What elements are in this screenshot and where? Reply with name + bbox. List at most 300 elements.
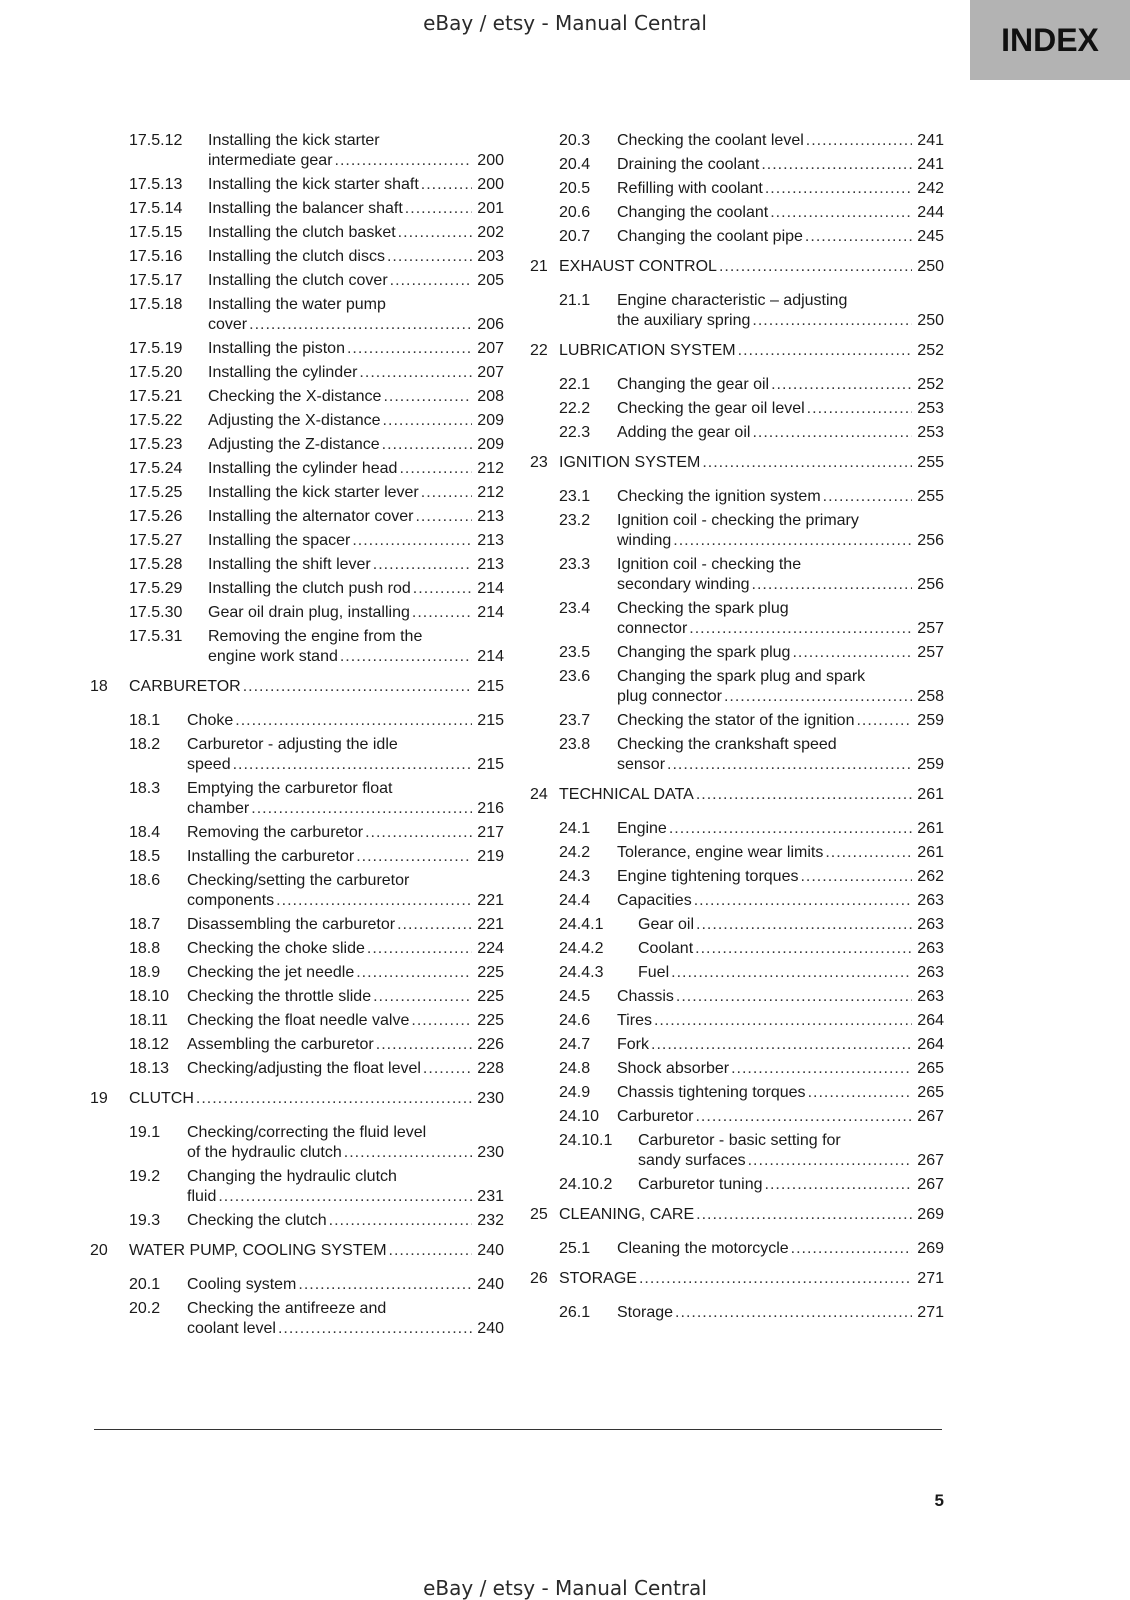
toc-entry[interactable] [530,375,944,395]
toc-entry[interactable] [530,819,944,839]
toc-chapter[interactable] [530,1205,944,1225]
toc-entry-number: 20.5 [559,180,591,197]
toc-leader-dots [399,459,472,479]
toc-entry[interactable] [530,1239,944,1259]
toc-entry[interactable] [530,1131,944,1171]
toc-page-number: 253 [917,400,944,417]
toc-leader-dots [702,453,912,473]
toc-entry[interactable] [90,199,504,219]
toc-page-number: 256 [917,532,944,549]
toc-entry-number: 18.2 [129,736,161,753]
toc-page-number: 201 [477,200,504,217]
toc-entry[interactable] [530,1035,944,1055]
toc-page-number: 252 [917,342,944,359]
toc-leader-dots [673,531,912,551]
toc-page-number: 212 [477,460,504,477]
toc-leader-dots [412,603,472,623]
toc-entry-number: 18.3 [129,780,161,797]
toc-entry-number: 20.1 [129,1276,161,1293]
toc-entry-title: Installing the piston [208,340,345,357]
toc-entry[interactable] [530,511,944,551]
toc-entry-title: Adding the gear oil [617,424,751,441]
toc-page-number: 267 [917,1176,944,1193]
toc-entry-number: 17.5.12 [129,132,183,149]
toc-entry-number: 20.4 [559,156,591,173]
toc-leader-dots [807,399,912,419]
toc-entry[interactable] [90,963,504,983]
index-tab[interactable]: INDEX [970,0,1130,80]
toc-page-number: 219 [477,848,504,865]
toc-entry-number: 17.5.30 [129,604,183,621]
toc-entry-title: Checking the crankshaft speed [617,736,837,753]
toc-entry-title: Installing the cylinder head [208,460,398,477]
toc-leader-dots [359,363,472,383]
toc-entry-number: 17.5.23 [129,436,183,453]
toc-entry[interactable] [530,891,944,911]
toc-entry-title: cover [208,316,248,333]
toc-entry-number: 23.7 [559,712,591,729]
toc-entry[interactable] [530,939,944,959]
toc-entry-number: 20.7 [559,228,591,245]
toc-entry-title: Changing the coolant pipe [617,228,803,245]
toc-entry-number: 24.2 [559,844,591,861]
toc-entry-title: Checking/correcting the fluid level [187,1124,427,1141]
toc-entry-number: 23.1 [559,488,591,505]
toc-entry[interactable] [90,711,504,731]
toc-entry-title: Changing the gear oil [617,376,770,393]
toc-entry[interactable] [90,175,504,195]
toc-entry-number: 24.7 [559,1036,591,1053]
toc-entry[interactable] [530,735,944,775]
toc-entry[interactable] [530,203,944,223]
toc-entry[interactable] [90,459,504,479]
toc-page-number: 231 [477,1188,504,1205]
toc-page-number: 241 [917,156,944,173]
toc-entry-title: Changing the coolant [617,204,769,221]
toc-leader-dots [352,531,472,551]
toc-entry[interactable] [530,423,944,443]
toc-entry[interactable] [90,1299,504,1339]
toc-entry-number: 18.1 [129,712,161,729]
toc-entry-number: 24.4 [559,892,591,909]
toc-entry-title: components [187,892,275,909]
toc-entry[interactable] [90,847,504,867]
toc-page-number: 230 [477,1144,504,1161]
toc-entry-number: 21.1 [559,292,591,309]
toc-leader-dots [748,1151,912,1171]
toc-entry[interactable] [90,1059,504,1079]
toc-page-number: 212 [477,484,504,501]
toc-entry-title: CLEANING, CARE [559,1206,695,1223]
toc-entry-number: 18.9 [129,964,161,981]
toc-entry-title: EXHAUST CONTROL [559,258,717,275]
toc-leader-dots [856,711,912,731]
toc-entry-title: Checking the ignition system [617,488,821,505]
toc-entry-title: Storage [617,1304,674,1321]
toc-entry[interactable] [530,227,944,247]
toc-entry-title: Installing the kick starter lever [208,484,419,501]
toc-page-number: 269 [917,1206,944,1223]
toc-chapter[interactable] [530,453,944,473]
toc-page-number: 215 [477,678,504,695]
toc-leader-dots [196,1089,472,1109]
toc-entry-number: 17.5.17 [129,272,183,289]
toc-page-number: 271 [917,1304,944,1321]
toc-leader-dots [689,619,912,639]
toc-entry-title: Ignition coil - checking the primary [617,512,859,529]
toc-leader-dots [249,315,472,335]
toc-entry-title: Checking the float needle valve [187,1012,410,1029]
toc-entry[interactable] [530,643,944,663]
toc-page-number: 217 [477,824,504,841]
toc-entry-title: Installing the balancer shaft [208,200,403,217]
toc-entry-number: 23.3 [559,556,591,573]
toc-entry[interactable] [90,1211,504,1231]
toc-leader-dots [738,341,912,361]
toc-entry-title: Emptying the carburetor float [187,780,393,797]
toc-entry-number: 19.2 [129,1168,161,1185]
toc-entry[interactable] [530,1107,944,1127]
toc-entry[interactable] [530,291,944,331]
toc-entry-title: sandy surfaces [638,1152,746,1169]
toc-entry-title: Installing the clutch basket [208,224,396,241]
toc-page-number: 271 [917,1270,944,1287]
toc-entry-number: 18.10 [129,988,170,1005]
toc-entry-title: Engine characteristic – adjusting [617,292,848,309]
toc-column-left [90,131,504,1343]
toc-entry-title: CARBURETOR [129,678,241,695]
toc-entry-title: connector [617,620,688,637]
toc-leader-dots [719,257,912,277]
toc-entry[interactable] [90,411,504,431]
toc-entry[interactable] [530,867,944,887]
toc-entry[interactable] [90,915,504,935]
toc-page-number: 221 [477,892,504,909]
toc-entry[interactable] [530,599,944,639]
toc-entry-number: 17.5.14 [129,200,183,217]
toc-entry[interactable] [90,339,504,359]
toc-leader-dots [243,677,472,697]
toc-entry-number: 20.3 [559,132,591,149]
toc-page-number: 225 [477,964,504,981]
toc-entry-title: CLUTCH [129,1090,194,1107]
toc-page-number: 261 [917,844,944,861]
toc-leader-dots [696,785,912,805]
toc-page-number: 207 [477,364,504,381]
toc-entry[interactable] [530,131,944,151]
toc-entry-number: 24.4.3 [559,964,604,981]
toc-entry-title: secondary winding [617,576,750,593]
toc-entry[interactable] [90,579,504,599]
toc-entry-number: 24.9 [559,1084,591,1101]
toc-entry-number: 19.1 [129,1124,161,1141]
toc-entry[interactable] [90,531,504,551]
toc-page-number: 240 [477,1276,504,1293]
toc-entry[interactable] [530,399,944,419]
toc-entry-title: chamber [187,800,250,817]
toc-entry-title: STORAGE [559,1270,637,1287]
toc-entry[interactable] [530,155,944,175]
toc-leader-dots [694,891,912,911]
page-number: 5 [934,1491,944,1510]
toc-entry-title: Checking/setting the carburetor [187,872,410,889]
toc-entry-title: Checking the clutch [187,1212,327,1229]
toc-leader-dots [382,435,472,455]
toc-entry[interactable] [90,987,504,1007]
toc-leader-dots [298,1275,472,1295]
toc-leader-dots [654,1011,912,1031]
toc-entry[interactable] [90,603,504,623]
toc-leader-dots [808,1083,912,1103]
toc-page-number: 216 [477,800,504,817]
toc-leader-dots [365,823,472,843]
toc-chapter[interactable] [90,677,504,697]
toc-entry-number: 23.4 [559,600,591,617]
toc-entry-title: Installing the clutch discs [208,248,385,265]
toc-page-number: 257 [917,644,944,661]
toc-leader-dots [791,1239,912,1259]
toc-entry-number: 17.5.20 [129,364,183,381]
toc-entry-title: Checking the throttle slide [187,988,372,1005]
toc-entry-title: Removing the engine from the [208,628,423,645]
toc-entry-number: 17.5.24 [129,460,183,477]
toc-leader-dots [806,131,912,151]
toc-entry[interactable] [90,387,504,407]
toc-leader-dots [421,175,472,195]
toc-page-number: 226 [477,1036,504,1053]
toc-entry-number: 23.5 [559,644,591,661]
toc-entry[interactable] [530,1083,944,1103]
toc-entry-number: 21 [530,258,548,275]
toc-entry-number: 18.12 [129,1036,170,1053]
toc-entry[interactable] [530,1175,944,1195]
toc-entry-title: Checking the spark plug [617,600,789,617]
toc-leader-dots [752,575,912,595]
toc-page-number: 267 [917,1108,944,1125]
toc-page-number: 221 [477,916,504,933]
toc-entry[interactable] [90,735,504,775]
footer-watermark: eBay / etsy - Manual Central [423,1576,707,1600]
toc-entry[interactable] [90,247,504,267]
toc-entry-number: 24.1 [559,820,591,837]
toc-entry-title: Installing the cylinder [208,364,358,381]
toc-entry[interactable] [530,711,944,731]
toc-entry-title: TECHNICAL DATA [559,786,694,803]
toc-entry-number: 18 [90,678,108,695]
toc-entry-number: 18.6 [129,872,161,889]
toc-leader-dots [397,915,472,935]
toc-entry-title: Checking the jet needle [187,964,355,981]
toc-entry[interactable] [90,1011,504,1031]
toc-page-number: 252 [917,376,944,393]
toc-entry[interactable] [90,131,504,171]
toc-entry[interactable] [530,667,944,707]
toc-entry-number: 20.2 [129,1300,161,1317]
toc-entry[interactable] [90,363,504,383]
toc-entry[interactable] [530,1303,944,1323]
toc-entry-title: coolant level [187,1320,276,1337]
toc-entry[interactable] [90,483,504,503]
toc-entry[interactable] [530,915,944,935]
toc-entry-title: Choke [187,712,234,729]
toc-entry[interactable] [90,1167,504,1207]
toc-entry-title: Draining the coolant [617,156,760,173]
toc-page-number: 214 [477,648,504,665]
toc-page-number: 253 [917,424,944,441]
toc-leader-dots [669,819,912,839]
toc-leader-dots [695,1107,912,1127]
toc-entry-number: 18.4 [129,824,161,841]
toc-entry[interactable] [90,779,504,819]
toc-entry-title: Refilling with coolant [617,180,763,197]
toc-entry-title: Checking the X-distance [208,388,382,405]
toc-leader-dots [651,1035,912,1055]
toc-leader-dots [218,1187,472,1207]
toc-page-number: 269 [917,1240,944,1257]
toc-column-right [530,131,944,1327]
toc-chapter[interactable] [530,341,944,361]
toc-entry-title: Ignition coil - checking the [617,556,802,573]
toc-leader-dots [389,1241,472,1261]
toc-leader-dots [411,1011,472,1031]
toc-entry-title: IGNITION SYSTEM [559,454,701,471]
toc-entry-number: 24.8 [559,1060,591,1077]
toc-entry-title: Cleaning the motorcycle [617,1240,789,1257]
toc-leader-dots [696,1205,912,1225]
toc-entry[interactable] [530,987,944,1007]
toc-entry[interactable] [90,295,504,335]
toc-page-number: 267 [917,1152,944,1169]
toc-entry-title: Carburetor - basic setting for [638,1132,841,1149]
toc-chapter[interactable] [90,1089,504,1109]
toc-chapter[interactable] [90,1241,504,1261]
toc-page-number: 259 [917,712,944,729]
toc-entry-title: Adjusting the X-distance [208,412,381,429]
toc-entry[interactable] [530,487,944,507]
toc-page-number: 256 [917,576,944,593]
toc-entry-title: Adjusting the Z-distance [208,436,380,453]
toc-chapter[interactable] [530,785,944,805]
toc-entry[interactable] [90,271,504,291]
toc-entry-number: 18.5 [129,848,161,865]
toc-entry-number: 23.6 [559,668,591,685]
toc-page-number: 261 [917,820,944,837]
toc-page-number: 200 [477,152,504,169]
toc-page-number: 206 [477,316,504,333]
toc-leader-dots [276,891,472,911]
toc-entry[interactable] [90,555,504,575]
toc-entry-number: 17.5.15 [129,224,183,241]
toc-entry-number: 24.6 [559,1012,591,1029]
toc-entry-title: Tolerance, engine wear limits [617,844,824,861]
toc-entry-number: 18.13 [129,1060,170,1077]
toc-entry-number: 25.1 [559,1240,591,1257]
toc-leader-dots [347,339,472,359]
toc-page-number: 209 [477,412,504,429]
toc-leader-dots [383,387,472,407]
toc-leader-dots [423,1059,472,1079]
toc-page-number: 245 [917,228,944,245]
toc-entry-title: fluid [187,1188,217,1205]
toc-entry-title: Disassembling the carburetor [187,916,396,933]
toc-entry-number: 24.3 [559,868,591,885]
toc-leader-dots [421,483,472,503]
toc-entry-title: intermediate gear [208,152,333,169]
toc-entry-number: 17.5.31 [129,628,183,645]
toc-entry[interactable] [90,1035,504,1055]
toc-entry[interactable] [90,823,504,843]
toc-entry[interactable] [530,843,944,863]
toc-page-number: 202 [477,224,504,241]
toc-leader-dots [387,247,472,267]
toc-entry[interactable] [90,871,504,911]
toc-page-number: 208 [477,388,504,405]
toc-entry-number: 17.5.22 [129,412,183,429]
toc-entry-title: Tires [617,1012,652,1029]
toc-leader-dots [792,643,912,663]
toc-entry-title: Installing the spacer [208,532,351,549]
toc-entry-title: Checking the choke slide [187,940,365,957]
toc-entry[interactable] [530,555,944,595]
toc-page-number: 240 [477,1242,504,1259]
toc-leader-dots [731,1059,912,1079]
toc-leader-dots [771,375,912,395]
toc-entry-number: 24.4.1 [559,916,604,933]
toc-entry-number: 20 [90,1242,108,1259]
toc-entry-title: Checking the gear oil level [617,400,805,417]
toc-chapter[interactable] [530,257,944,277]
toc-entry-title: sensor [617,756,666,773]
toc-page-number: 242 [917,180,944,197]
toc-entry-title: Installing the alternator cover [208,508,414,525]
toc-page-number: 250 [917,312,944,329]
toc-leader-dots [344,1143,472,1163]
toc-entry[interactable] [90,1275,504,1295]
toc-entry[interactable] [90,939,504,959]
toc-page-number: 264 [917,1012,944,1029]
toc-leader-dots [340,647,472,667]
toc-page-number: 209 [477,436,504,453]
toc-entry[interactable] [90,627,504,667]
toc-leader-dots [356,847,472,867]
toc-chapter[interactable] [530,1269,944,1289]
toc-entry-title: Shock absorber [617,1060,730,1077]
toc-page-number: 225 [477,1012,504,1029]
toc-entry-title: WATER PUMP, COOLING SYSTEM [129,1242,387,1259]
toc-entry[interactable] [530,1011,944,1031]
toc-entry-title: Fuel [638,964,670,981]
toc-entry-title: Installing the kick starter shaft [208,176,419,193]
toc-leader-dots [373,555,472,575]
toc-entry[interactable] [90,1123,504,1163]
toc-leader-dots [752,423,912,443]
toc-entry-title: Removing the carburetor [187,824,364,841]
toc-entry[interactable] [90,435,504,455]
toc-entry-title: the auxiliary spring [617,312,751,329]
toc-entry[interactable] [90,223,504,243]
toc-entry-title: Installing the water pump [208,296,386,313]
toc-entry[interactable] [530,963,944,983]
toc-leader-dots [800,867,912,887]
toc-leader-dots [398,223,472,243]
toc-entry[interactable] [90,507,504,527]
toc-entry[interactable] [530,1059,944,1079]
toc-page-number: 225 [477,988,504,1005]
toc-leader-dots [367,939,472,959]
toc-entry-number: 17.5.26 [129,508,183,525]
toc-entry[interactable] [530,179,944,199]
toc-entry-title: Checking/adjusting the float level [187,1060,421,1077]
